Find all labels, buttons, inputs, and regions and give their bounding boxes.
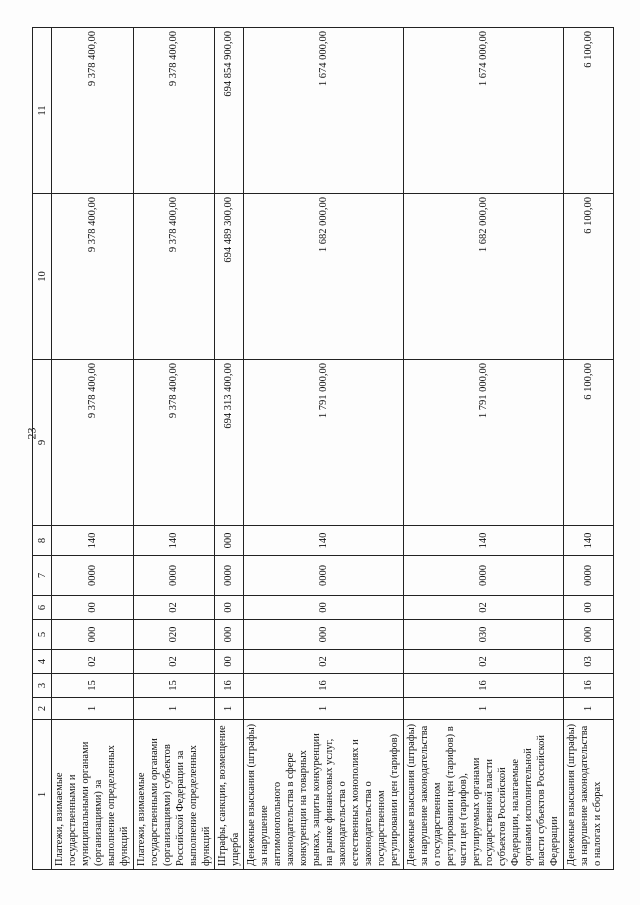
cell-col11: 694 854 900,00: [214, 28, 243, 194]
cell-col10: 9 378 400,00: [52, 194, 133, 360]
row-name: Денежные взыскания (штрафы) за нарушение законодательства о налогах и сборах: [563, 720, 613, 870]
cell-col4: 02: [133, 650, 214, 674]
header-cell: 6: [33, 596, 52, 620]
page-number: 23: [24, 427, 39, 440]
cell-col3: 15: [133, 674, 214, 698]
table-row: [133, 28, 214, 870]
row-name: Денежные взыскания (штрафы) за нарушение законодательства о государственном регулировании цен (тарифов) в части цен (тарифов), регулируемых органами государственной власти субъектов Российской Федерации, налагаемые органами исполнительной власти субъектов Российской Федерации: [403, 720, 563, 870]
header-cell: 3: [33, 674, 52, 698]
cell-col5: 000: [563, 620, 613, 650]
cell-col8: 140: [52, 526, 133, 556]
cell-col9: 1 791 000,00: [244, 360, 404, 526]
cell-col4: 02: [244, 650, 404, 674]
cell-col10: 1 682 000,00: [403, 194, 563, 360]
row-name: Штрафы, санкции, возмещение ущерба: [214, 720, 243, 870]
cell-col5: 000: [52, 620, 133, 650]
cell-col8: 140: [563, 526, 613, 556]
cell-col10: 1 682 000,00: [244, 194, 404, 360]
cell-col10: 694 489 300,00: [214, 194, 243, 360]
cell-col3: 16: [563, 674, 613, 698]
header-cell: 7: [33, 556, 52, 596]
header-cell: 11: [33, 28, 52, 194]
cell-col7: 0000: [403, 556, 563, 596]
cell-col8: 140: [244, 526, 404, 556]
cell-col6: 00: [563, 596, 613, 620]
cell-col9: 694 313 400,00: [214, 360, 243, 526]
cell-col7: 0000: [244, 556, 404, 596]
header-cell: 2: [33, 698, 52, 720]
cell-col5: 000: [244, 620, 404, 650]
row-name: Платежи, взимаемые государственными и муниципальными органами (организациями) за выполнение определенных функций: [52, 720, 133, 870]
table-row: [214, 28, 243, 870]
rotated-table-wrapper: [32, 28, 614, 870]
header-cell: 8: [33, 526, 52, 556]
header-cell: 10: [33, 194, 52, 360]
cell-col9: 9 378 400,00: [52, 360, 133, 526]
cell-col2: 1: [244, 698, 404, 720]
cell-col10: 6 100,00: [563, 194, 613, 360]
cell-col7: 0000: [563, 556, 613, 596]
cell-col8: 140: [133, 526, 214, 556]
cell-col11: 1 674 000,00: [244, 28, 404, 194]
cell-col8: 140: [403, 526, 563, 556]
header-cell: 9: [33, 360, 52, 526]
row-name: Платежи, взимаемые государственными органами (организациями) субъектов Российской Федерации за выполнение определенных функций: [133, 720, 214, 870]
cell-col8: 000: [214, 526, 243, 556]
cell-col6: 00: [214, 596, 243, 620]
cell-col7: 0000: [133, 556, 214, 596]
cell-col5: 020: [133, 620, 214, 650]
cell-col11: 1 674 000,00: [403, 28, 563, 194]
cell-col2: 1: [52, 698, 133, 720]
header-cell: 1: [33, 720, 52, 870]
cell-col10: 9 378 400,00: [133, 194, 214, 360]
cell-col3: 16: [244, 674, 404, 698]
cell-col3: 15: [52, 674, 133, 698]
cell-col5: 000: [214, 620, 243, 650]
cell-col3: 16: [403, 674, 563, 698]
header-row: [33, 28, 52, 870]
cell-col7: 0000: [52, 556, 133, 596]
cell-col6: 00: [244, 596, 404, 620]
cell-col2: 1: [214, 698, 243, 720]
budget-table: [32, 27, 614, 870]
cell-col6: 02: [133, 596, 214, 620]
cell-col4: 00: [214, 650, 243, 674]
cell-col6: 02: [403, 596, 563, 620]
cell-col11: 6 100,00: [563, 28, 613, 194]
cell-col2: 1: [563, 698, 613, 720]
cell-col11: 9 378 400,00: [52, 28, 133, 194]
cell-col11: 9 378 400,00: [133, 28, 214, 194]
cell-col2: 1: [133, 698, 214, 720]
cell-col4: 02: [52, 650, 133, 674]
header-cell: 5: [33, 620, 52, 650]
cell-col9: 9 378 400,00: [133, 360, 214, 526]
table-row: [563, 28, 613, 870]
cell-col9: 6 100,00: [563, 360, 613, 526]
cell-col5: 030: [403, 620, 563, 650]
table-row: [403, 28, 563, 870]
row-name: Денежные взыскания (штрафы) за нарушение антимонопольного законодательства в сфере конкуренции на товарных рынках, защиты конкуренции на рынке финансовых услуг, законодательства о естественных монополиях и законодательства о государственном регулировании цен (тарифов): [244, 720, 404, 870]
cell-col4: 03: [563, 650, 613, 674]
cell-col6: 00: [52, 596, 133, 620]
cell-col3: 16: [214, 674, 243, 698]
table-row: [244, 28, 404, 870]
cell-col4: 02: [403, 650, 563, 674]
table-row: [52, 28, 133, 870]
header-cell: 4: [33, 650, 52, 674]
cell-col2: 1: [403, 698, 563, 720]
cell-col7: 0000: [214, 556, 243, 596]
cell-col9: 1 791 000,00: [403, 360, 563, 526]
